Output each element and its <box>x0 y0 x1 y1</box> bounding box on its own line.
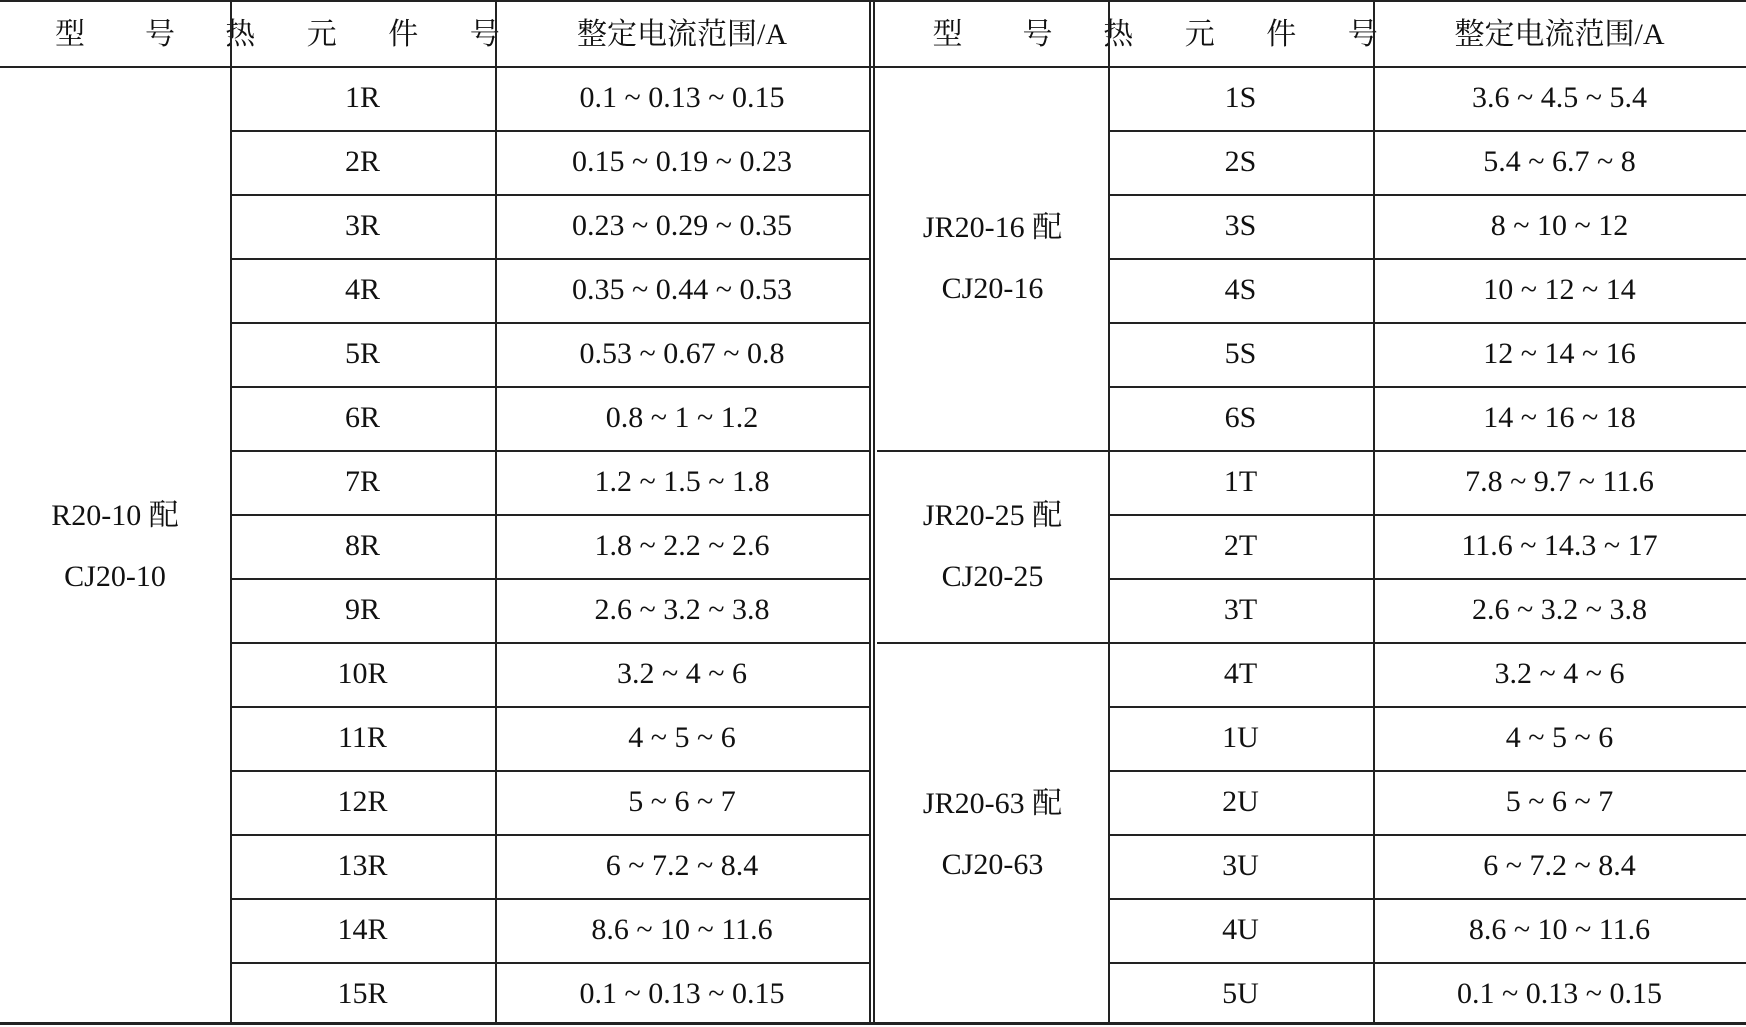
right-col-divider-1 <box>1108 0 1110 1023</box>
right-row-divider <box>1108 962 1746 964</box>
right-row-divider <box>1108 834 1746 836</box>
right-row-divider <box>1108 706 1746 708</box>
left-row-12-element: 12R <box>337 785 388 818</box>
right-row-13-element: 3U <box>1222 849 1259 882</box>
right-row-divider <box>1108 514 1746 516</box>
right-row-8-range: 11.6 ~ 14.3 ~ 17 <box>1461 529 1658 562</box>
left-group-model-line1: R20-10 配 <box>51 499 179 532</box>
left-row-1-element: 1R <box>344 81 380 114</box>
left-row-divider <box>230 450 869 452</box>
right-row-divider <box>1108 578 1746 580</box>
left-row-divider <box>230 514 869 516</box>
left-row-divider <box>230 258 869 260</box>
left-row-8-element: 8R <box>344 529 380 562</box>
right-row-divider <box>1108 450 1746 452</box>
left-row-14-element: 14R <box>337 913 388 946</box>
right-row-14-element: 4U <box>1222 913 1259 946</box>
left-row-3-element: 3R <box>344 209 380 242</box>
left-row-6-range: 0.8 ~ 1 ~ 1.2 <box>605 401 759 434</box>
block-divider-b <box>873 0 875 1023</box>
right-group-3-model-line2: CJ20-63 <box>941 848 1044 881</box>
left-col-divider-2 <box>495 0 497 1023</box>
block-divider-a <box>869 0 871 1023</box>
left-header-element: 热 元 件 号 <box>225 17 522 51</box>
right-row-11-element: 1U <box>1222 721 1259 754</box>
left-row-divider <box>230 834 869 836</box>
left-row-10-range: 3.2 ~ 4 ~ 6 <box>617 657 747 690</box>
left-row-15-range: 0.1 ~ 0.13 ~ 0.15 <box>579 977 785 1010</box>
right-row-6-range: 14 ~ 16 ~ 18 <box>1483 401 1636 434</box>
right-row-5-element: 5S <box>1224 337 1257 370</box>
left-row-14-range: 8.6 ~ 10 ~ 11.6 <box>591 913 773 946</box>
left-row-7-range: 1.2 ~ 1.5 ~ 1.8 <box>594 465 770 498</box>
right-row-divider <box>1108 130 1746 132</box>
left-row-5-range: 0.53 ~ 0.67 ~ 0.8 <box>579 337 785 370</box>
left-row-divider <box>230 578 869 580</box>
right-row-7-range: 7.8 ~ 9.7 ~ 11.6 <box>1465 465 1654 498</box>
right-row-8-element: 2T <box>1223 529 1258 562</box>
left-row-11-range: 4 ~ 5 ~ 6 <box>628 721 736 754</box>
left-row-4-element: 4R <box>344 273 380 306</box>
left-row-divider <box>230 770 869 772</box>
left-row-12-range: 5 ~ 6 ~ 7 <box>628 785 736 818</box>
right-row-7-element: 1T <box>1223 465 1258 498</box>
right-group-3-model-line1: JR20-63 配 <box>922 787 1063 820</box>
right-group-divider <box>877 450 1108 452</box>
left-group-model-line2: CJ20-10 <box>64 560 166 593</box>
right-group-1-model <box>877 66 1108 450</box>
left-row-divider <box>230 130 869 132</box>
left-row-2-element: 2R <box>344 145 380 178</box>
left-row-13-element: 13R <box>337 849 388 882</box>
right-row-15-range: 0.1 ~ 0.13 ~ 0.15 <box>1457 977 1662 1010</box>
right-row-3-range: 8 ~ 10 ~ 12 <box>1490 209 1629 242</box>
right-group-3-model <box>877 642 1108 1026</box>
right-row-15-element: 5U <box>1222 977 1259 1010</box>
right-row-divider <box>1108 642 1746 644</box>
left-row-divider <box>230 962 869 964</box>
left-row-8-range: 1.8 ~ 2.2 ~ 2.6 <box>594 529 770 562</box>
right-row-divider <box>1108 322 1746 324</box>
right-group-1-model-line1: JR20-16 配 <box>922 211 1063 244</box>
right-group-2-model-line2: CJ20-25 <box>941 560 1044 593</box>
left-row-divider <box>230 322 869 324</box>
right-row-9-element: 3T <box>1223 593 1258 626</box>
right-row-11-range: 4 ~ 5 ~ 6 <box>1505 721 1614 754</box>
right-row-9-range: 2.6 ~ 3.2 ~ 3.8 <box>1472 593 1647 626</box>
left-header-range: 整定电流范围/A <box>577 17 787 51</box>
left-row-7-element: 7R <box>344 465 380 498</box>
right-row-divider <box>1108 386 1746 388</box>
left-row-9-element: 9R <box>344 593 380 626</box>
right-row-2-range: 5.4 ~ 6.7 ~ 8 <box>1483 145 1636 178</box>
left-row-3-range: 0.23 ~ 0.29 ~ 0.35 <box>572 209 792 242</box>
left-row-1-range: 0.1 ~ 0.13 ~ 0.15 <box>579 81 785 114</box>
left-row-6-element: 6R <box>344 401 380 434</box>
left-row-divider <box>230 386 869 388</box>
right-row-divider <box>1108 194 1746 196</box>
left-row-divider <box>230 642 869 644</box>
right-row-10-range: 3.2 ~ 4 ~ 6 <box>1494 657 1625 690</box>
right-row-13-range: 6 ~ 7.2 ~ 8.4 <box>1483 849 1636 882</box>
right-row-divider <box>1108 898 1746 900</box>
right-row-6-element: 6S <box>1224 401 1257 434</box>
right-header-range: 整定电流范围/A <box>1454 17 1665 51</box>
left-row-15-element: 15R <box>337 977 388 1010</box>
right-header-model: 型 号 <box>932 17 1053 51</box>
right-row-2-element: 2S <box>1224 145 1257 178</box>
right-row-divider <box>1108 770 1746 772</box>
right-row-1-range: 3.6 ~ 4.5 ~ 5.4 <box>1472 81 1647 114</box>
left-row-divider <box>230 706 869 708</box>
left-header-model: 型 号 <box>55 17 175 51</box>
left-row-divider <box>230 898 869 900</box>
right-row-4-range: 10 ~ 12 ~ 14 <box>1483 273 1636 306</box>
right-row-10-element: 4T <box>1223 657 1258 690</box>
right-group-2-model <box>877 450 1108 642</box>
right-row-4-element: 4S <box>1224 273 1257 306</box>
right-group-1-model-line2: CJ20-16 <box>941 272 1044 305</box>
left-row-4-range: 0.35 ~ 0.44 ~ 0.53 <box>572 273 792 306</box>
right-group-divider <box>877 642 1108 644</box>
left-row-13-range: 6 ~ 7.2 ~ 8.4 <box>605 849 759 882</box>
left-row-5-element: 5R <box>344 337 380 370</box>
right-header-element: 热 元 件 号 <box>1103 17 1400 51</box>
right-row-divider <box>1108 258 1746 260</box>
right-row-5-range: 12 ~ 14 ~ 16 <box>1483 337 1636 370</box>
right-row-3-element: 3S <box>1224 209 1257 242</box>
left-row-11-element: 11R <box>338 721 387 754</box>
left-col-divider-1 <box>230 0 232 1023</box>
right-row-12-element: 2U <box>1222 785 1259 818</box>
right-row-1-element: 1S <box>1224 81 1257 114</box>
left-row-10-element: 10R <box>337 657 388 690</box>
left-row-9-range: 2.6 ~ 3.2 ~ 3.8 <box>594 593 770 626</box>
right-group-2-model-line1: JR20-25 配 <box>922 499 1063 532</box>
left-row-2-range: 0.15 ~ 0.19 ~ 0.23 <box>572 145 792 178</box>
left-group-model <box>0 66 230 1026</box>
left-row-divider <box>230 194 869 196</box>
right-row-14-range: 8.6 ~ 10 ~ 11.6 <box>1468 913 1651 946</box>
right-row-12-range: 5 ~ 6 ~ 7 <box>1505 785 1614 818</box>
right-col-divider-2 <box>1373 0 1375 1023</box>
